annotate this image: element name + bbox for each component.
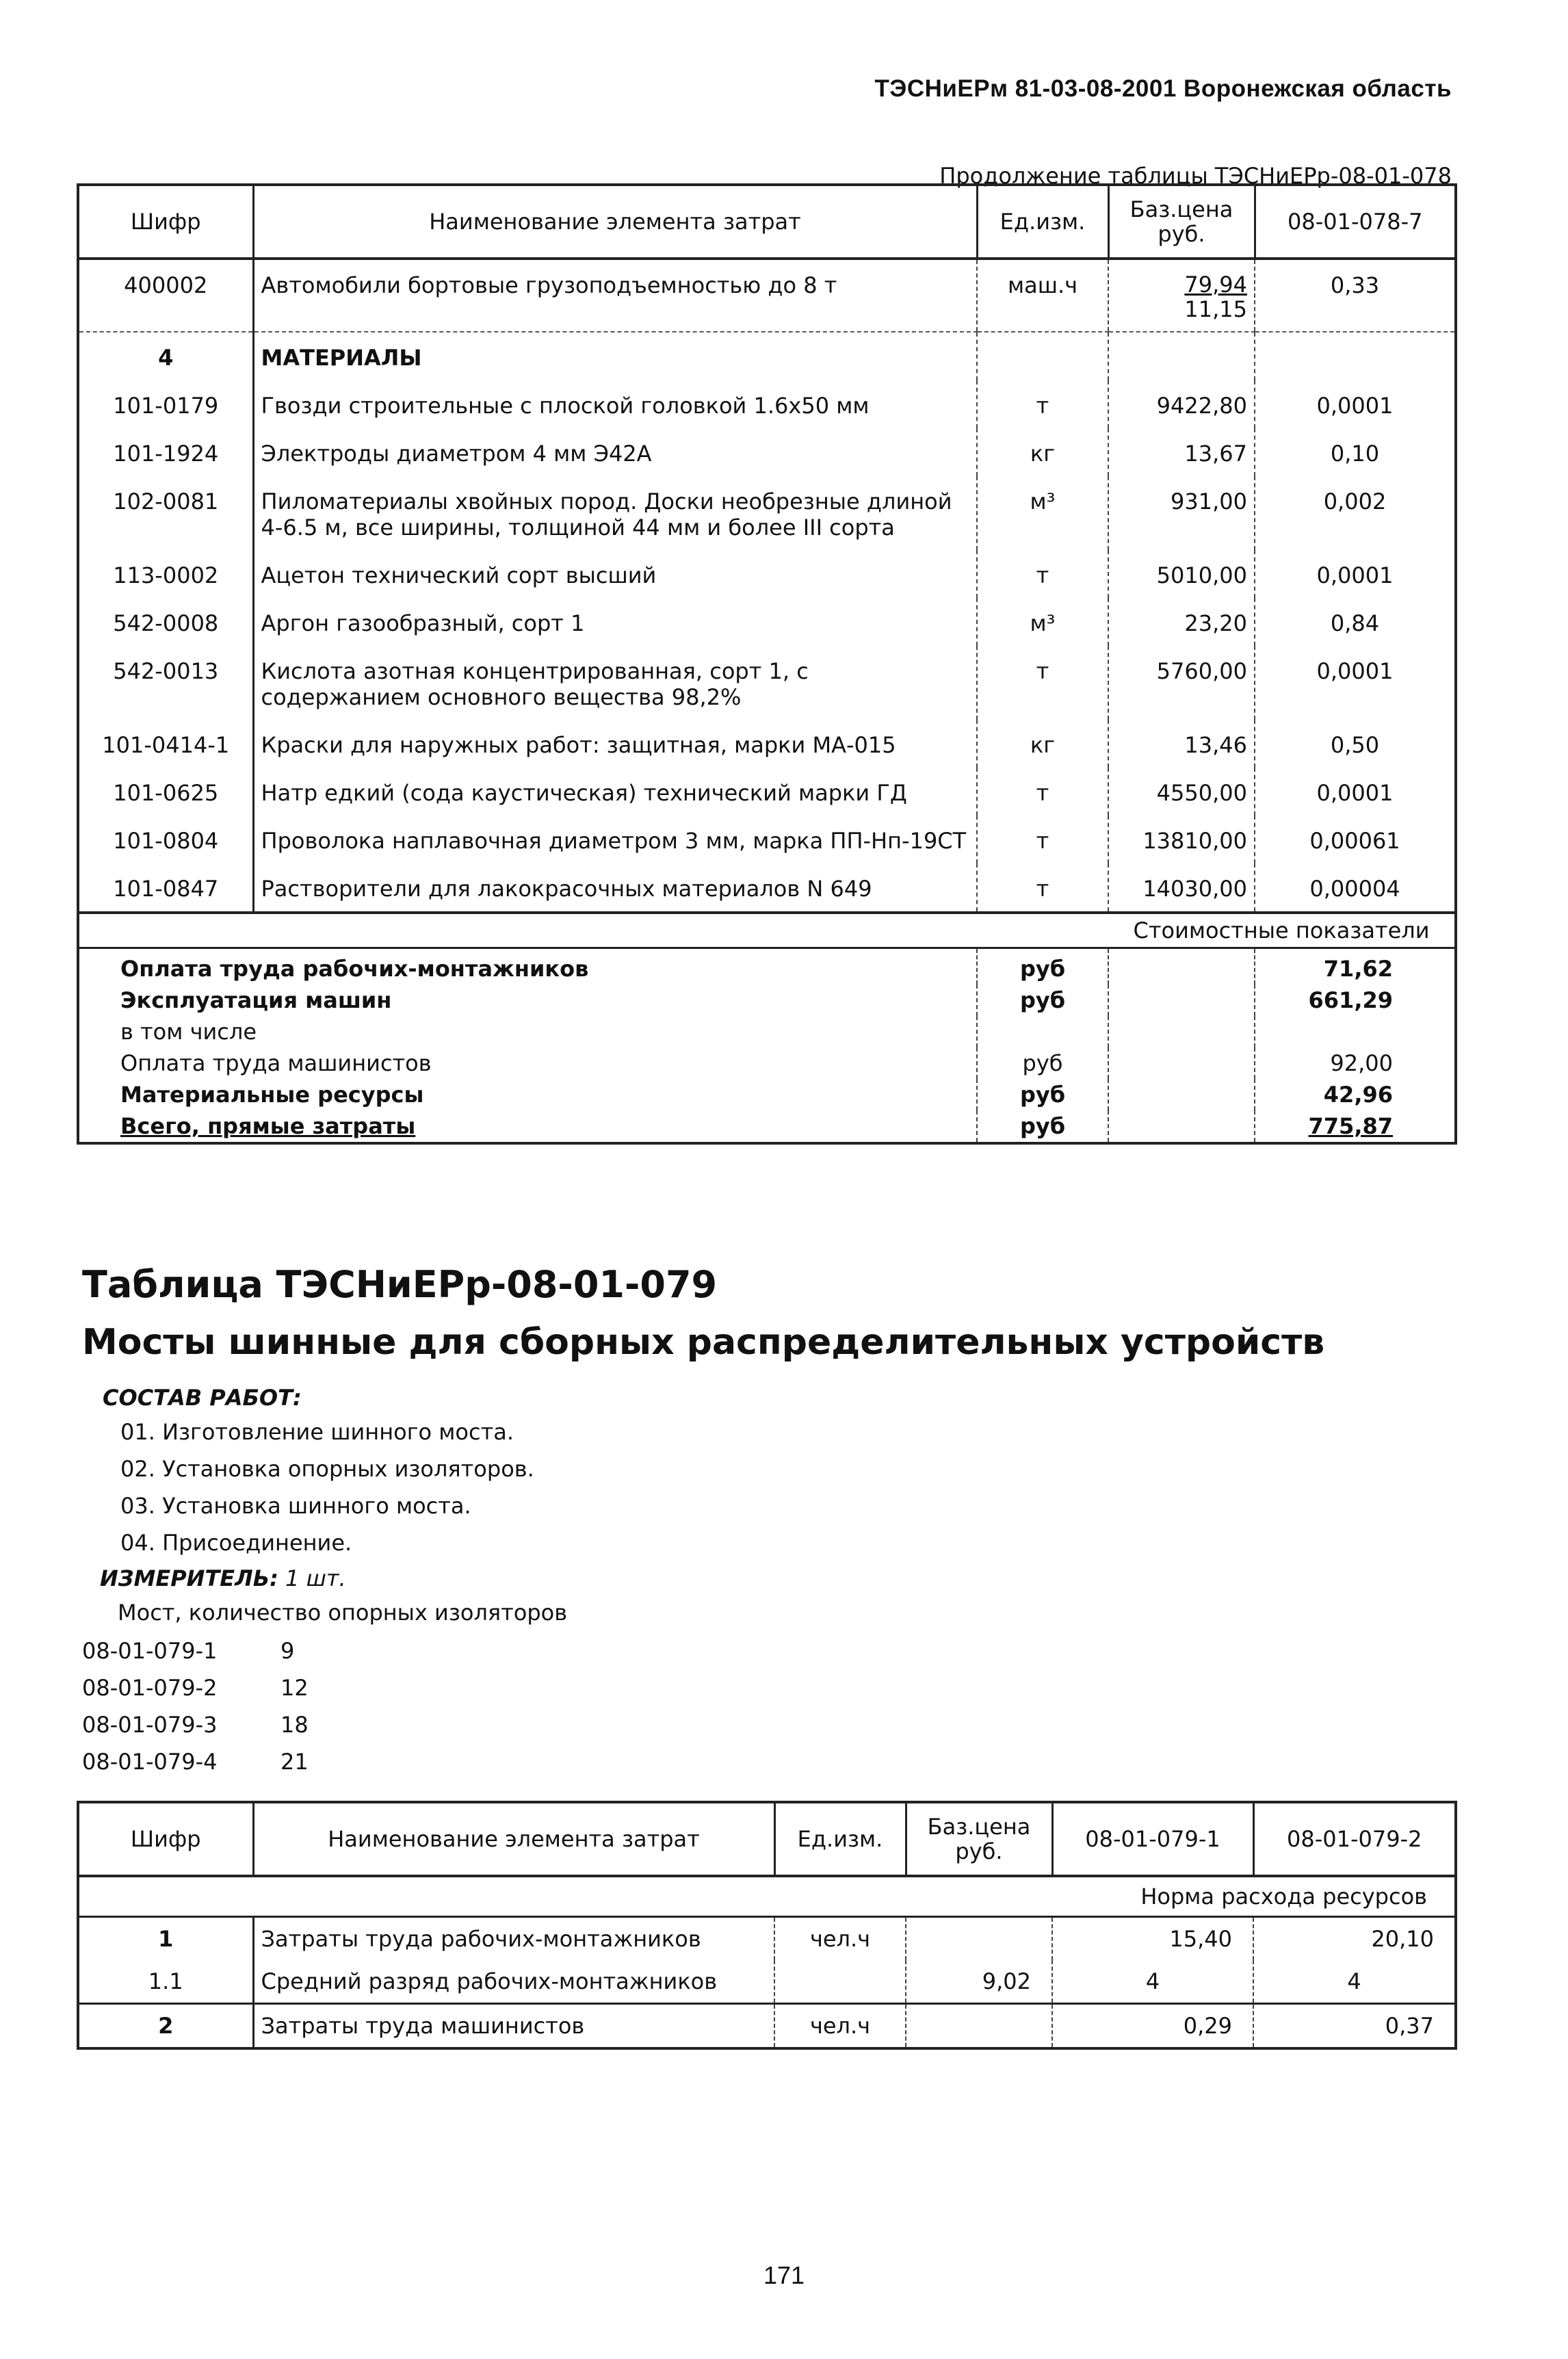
summary-row: в том числе	[78, 1016, 1456, 1047]
work-item: 01. Изготовление шинного моста.	[120, 1419, 514, 1445]
table-row: 1.1 Средний разряд рабочих-монтажников 9,02 4 4	[78, 1960, 1456, 2004]
variant-code: 08-01-079-1	[82, 1638, 218, 1664]
norm-caption: Норма расхода ресурсов	[1052, 1876, 1456, 1917]
table-row: 101-0179 Гвозди строительные с плоской головкой 1.6x50 мм т 9422,80 0,0001	[78, 380, 1456, 428]
summary-row: Всего, прямые затраты руб 775,87	[78, 1110, 1456, 1143]
resource-table-079	[77, 1801, 1457, 2050]
meter-value: 1 шт.	[285, 1565, 346, 1591]
table-header-row	[78, 185, 1456, 259]
works-label: СОСТАВ РАБОТ:	[103, 1385, 302, 1411]
cost-caption: Стоимостные показатели	[1108, 913, 1456, 948]
table-row: 113-0002 Ацетон технический сорт высший т 5010,00 0,0001	[78, 550, 1456, 598]
meter-label: ИЗМЕРИТЕЛЬ:	[100, 1565, 278, 1591]
table-row: 542-0013 Кислота азотная концентрированная, сорт 1, с содержанием основного вещества 98,2% т 5760,00 0,0001	[78, 646, 1456, 720]
variant-value: 9	[280, 1638, 295, 1664]
table-row: 542-0008 Аргон газообразный, сорт 1 м³ 23,20 0,84	[78, 598, 1456, 646]
col-norm-2: 08-01-079-2	[1253, 1802, 1456, 1876]
variant-code: 08-01-079-4	[82, 1749, 218, 1775]
document-header: ТЭСНиЕРм 81-03-08-2001 Воронежская область	[874, 75, 1452, 102]
summary-row: Эксплуатация машин руб 661,29	[78, 985, 1456, 1016]
variant-description: Мост, количество опорных изоляторов	[118, 1600, 568, 1626]
table-title: Таблица ТЭСНиЕРр-08-01-079	[82, 1263, 718, 1306]
table-subtitle: Мосты шинные для сборных распределительных устройств	[82, 1322, 1325, 1363]
table-row: 101-0847 Растворители для лакокрасочных материалов N 649 т 14030,00 0,00004	[78, 863, 1456, 913]
table-row: 101-0625 Натр едкий (сода каустическая) технический марки ГД т 4550,00 0,0001	[78, 768, 1456, 816]
resource-table-078	[77, 183, 1457, 1145]
col-norm-1: 08-01-079-1	[1052, 1802, 1253, 1876]
col-price: Баз.цена руб.	[1108, 185, 1255, 259]
page-number: 171	[763, 2261, 805, 2289]
table-row: 1 Затраты труда рабочих-монтажников чел.ч 15,40 20,10	[78, 1917, 1456, 1961]
table-row: 2 Затраты труда машинистов чел.ч 0,29 0,37	[78, 2004, 1456, 2049]
col-code: Шифр	[78, 185, 253, 259]
variant-value: 21	[280, 1749, 309, 1775]
variant-value: 18	[280, 1712, 309, 1738]
variant-value: 12	[280, 1675, 309, 1701]
work-item: 04. Присоединение.	[120, 1530, 352, 1556]
cost-caption-row	[78, 913, 1456, 948]
table-row: 102-0081 Пиломатериалы хвойных пород. Доски необрезные длиной 4-6.5 м, все ширины, толщиной 44 мм и более III сорта м³ 931,00 0,002	[78, 476, 1456, 550]
norm-caption-row	[78, 1876, 1456, 1917]
col-norm: 08-01-078-7	[1255, 185, 1456, 259]
col-code: Шифр	[78, 1802, 253, 1876]
summary-row: Оплата труда машинистов руб 92,00	[78, 1047, 1456, 1079]
table-row: 101-1924 Электроды диаметром 4 мм Э42А кг 13,67 0,10	[78, 428, 1456, 476]
variant-code: 08-01-079-2	[82, 1675, 218, 1701]
col-name: Наименование элемента затрат	[253, 1802, 774, 1876]
col-price: Баз.цена руб.	[906, 1802, 1052, 1876]
table-header-row	[78, 1802, 1456, 1876]
work-item: 02. Установка опорных изоляторов.	[120, 1456, 534, 1482]
table-continuation-label: Продолжение таблицы ТЭСНиЕРр-08-01-078	[939, 163, 1452, 189]
table-row: 101-0804 Проволока наплавочная диаметром 3 мм, марка ПП-Нп-19СТ т 13810,00 0,00061	[78, 816, 1456, 863]
col-unit: Ед.изм.	[977, 185, 1108, 259]
summary-row: Материальные ресурсы руб 42,96	[78, 1079, 1456, 1110]
meter-line	[100, 1565, 346, 1591]
table-row: 400002 Автомобили бортовые грузоподъемностью до 8 т маш.ч 79,94 11,15 0,33	[78, 259, 1456, 332]
summary-row: Оплата труда рабочих-монтажников руб 71,62	[78, 948, 1456, 985]
table-row: 101-0414-1 Краски для наружных работ: защитная, марки МА-015 кг 13,46 0,50	[78, 720, 1456, 768]
col-unit: Ед.изм.	[774, 1802, 906, 1876]
col-name: Наименование элемента затрат	[253, 185, 977, 259]
variant-code: 08-01-079-3	[82, 1712, 218, 1738]
work-item: 03. Установка шинного моста.	[120, 1493, 471, 1519]
table-row: 4 МАТЕРИАЛЫ	[78, 332, 1456, 380]
